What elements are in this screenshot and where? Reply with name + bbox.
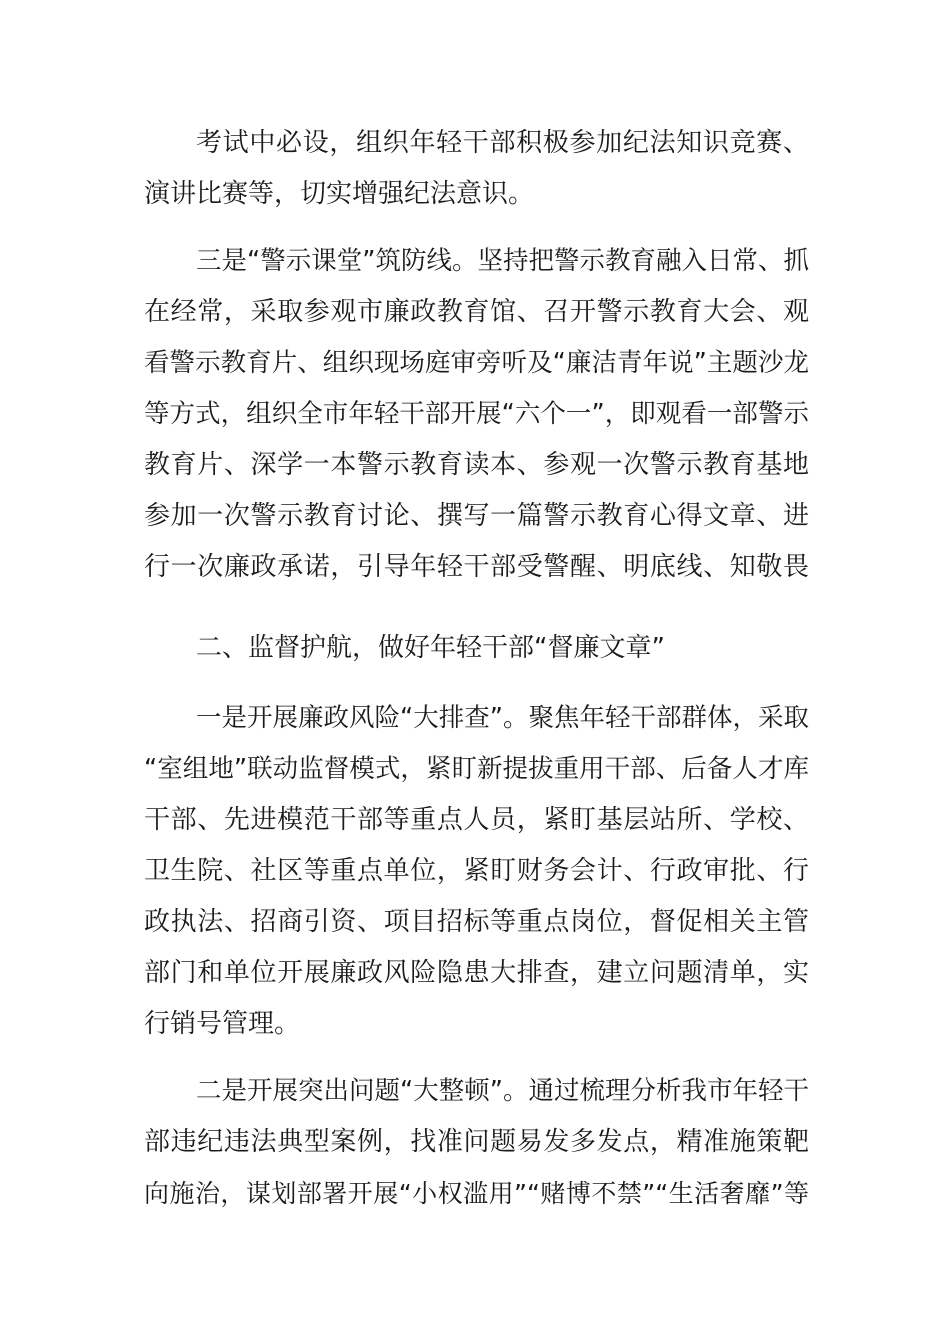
text-line: 看警示教育片、组织现场庭审旁听及“廉洁青年说”主题沙龙 [144,348,809,378]
text-line: 教育片、深学一本警示教育读本、参观一次警示教育基地 [144,450,809,480]
text-line: 一是开展廉政风险“大排查”。聚焦年轻干部群体，采取 [196,703,809,733]
text-line: 行销号管理。 [144,1009,301,1039]
text-line: “室组地”联动监督模式，紧盯新提拔重用干部、后备人才库 [144,754,809,784]
text-line: 考试中必设，组织年轻干部积极参加纪法知识竞赛、 [196,128,809,158]
text-line: 部违纪违法典型案例，找准问题易发多发点，精准施策靶 [144,1127,809,1157]
text-line: 卫生院、社区等重点单位，紧盯财务会计、行政审批、行 [144,856,809,886]
paragraph-1 [144,118,809,220]
text-line: 等方式，组织全市年轻干部开展“六个一”，即观看一部警示 [144,399,809,429]
text-line: 政执法、招商引资、项目招标等重点岗位，督促相关主管 [144,907,809,937]
text-line: 二是开展突出问题“大整顿”。通过梳理分析我市年轻干 [196,1076,809,1106]
text-line: 部门和单位开展廉政风险隐患大排查，建立问题清单，实 [144,958,809,988]
text-line: 三是“警示课堂”筑防线。坚持把警示教育融入日常、抓 [196,246,809,276]
paragraph-2 [144,236,809,593]
paragraph-4 [144,693,809,1050]
text-line: 干部、先进模范干部等重点人员，紧盯基层站所、学校、 [144,805,809,835]
section-heading [144,623,809,674]
text-line: 行一次廉政承诺，引导年轻干部受警醒、明底线、知敬畏 [144,552,809,582]
text-line: 演讲比赛等，切实增强纪法意识。 [144,179,535,209]
text-line: 向施治，谋划部署开展“小权滥用”“赌博不禁”“生活奢靡”等 [144,1179,809,1208]
paragraph-5 [144,1066,809,1219]
text-line: 在经常，采取参观市廉政教育馆、召开警示教育大会、观 [144,297,809,327]
text-line: 参加一次警示教育讨论、撰写一篇警示教育心得文章、进 [144,501,809,531]
text-line: 二、监督护航，做好年轻干部“督廉文章” [196,633,665,663]
